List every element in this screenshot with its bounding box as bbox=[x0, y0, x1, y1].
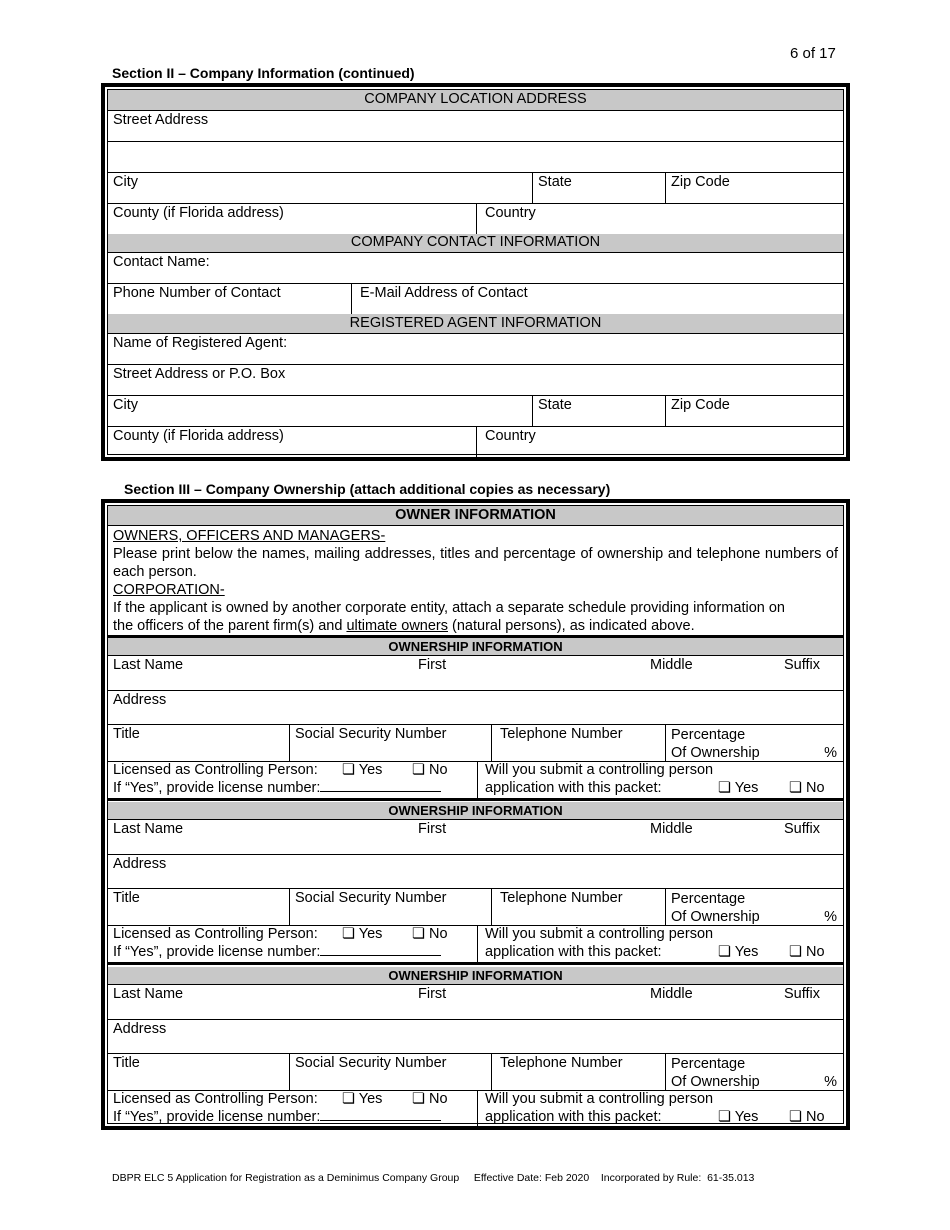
corp-text-ultimate-owners: ultimate owners bbox=[346, 618, 448, 634]
title-row bbox=[108, 1053, 843, 1091]
submit-yes-checkbox[interactable]: ❏ Yes bbox=[718, 780, 759, 796]
ssn-field[interactable] bbox=[289, 888, 491, 925]
corp-text-1: If the applicant is owned by another corporate entity, attach a separate schedule providing information on bbox=[113, 600, 785, 616]
if-yes-label: If “Yes”, provide license number: bbox=[113, 780, 321, 796]
state-label: State bbox=[538, 174, 572, 190]
agent-county-label: County (if Florida address) bbox=[113, 428, 284, 444]
will-submit-label: Will you submit a controlling person bbox=[485, 762, 714, 778]
company-info-table bbox=[101, 83, 850, 461]
ownership-header: OWNERSHIP INFORMATION bbox=[108, 967, 843, 985]
ownership-block bbox=[108, 802, 843, 964]
address-label: Address bbox=[113, 856, 167, 872]
county-label: County (if Florida address) bbox=[113, 205, 284, 221]
application-label: application with this packet: bbox=[485, 944, 662, 960]
title-label: Title bbox=[113, 1055, 140, 1071]
if-yes-label: If “Yes”, provide license number: bbox=[113, 1109, 321, 1125]
agent-city-state-zip-row bbox=[108, 395, 843, 427]
submit-no-checkbox[interactable]: ❏ No bbox=[789, 1109, 825, 1125]
licensed-yes-checkbox[interactable]: ❏ Yes bbox=[342, 1091, 383, 1107]
phone-field[interactable] bbox=[108, 283, 351, 314]
city-label: City bbox=[113, 174, 138, 190]
ownership-table bbox=[101, 499, 850, 1130]
licensed-label: Licensed as Controlling Person: bbox=[113, 1091, 318, 1107]
submit-no-checkbox[interactable]: ❏ No bbox=[789, 944, 825, 960]
footer: DBPR ELC 5 Application for Registration as a Deminimus Company Group Effective Date: Feb 2020 Incorporated by Rule: 61-35.013 bbox=[112, 1172, 755, 1184]
first-label: First bbox=[418, 821, 447, 837]
license-number-input[interactable] bbox=[320, 779, 441, 792]
title-field[interactable] bbox=[108, 724, 289, 761]
submit-no-checkbox[interactable]: ❏ No bbox=[789, 780, 825, 796]
section-2-title: Section II – Company Information (continued) bbox=[112, 65, 415, 81]
agent-street-label: Street Address or P.O. Box bbox=[113, 366, 286, 382]
license-number-input[interactable] bbox=[320, 943, 441, 956]
agent-country-label: Country bbox=[485, 428, 536, 444]
percent-sign: % bbox=[824, 1074, 837, 1090]
name-row[interactable] bbox=[108, 655, 843, 691]
county-country-row bbox=[108, 203, 843, 235]
address-field[interactable] bbox=[108, 854, 843, 889]
street-address-label: Street Address bbox=[113, 112, 209, 128]
city-field[interactable] bbox=[108, 172, 532, 203]
country-field[interactable] bbox=[476, 203, 843, 234]
percentage-field[interactable] bbox=[665, 724, 843, 761]
submit-cell bbox=[477, 925, 843, 962]
zip-label: Zip Code bbox=[671, 174, 730, 190]
licensed-no-checkbox[interactable]: ❏ No bbox=[412, 1091, 448, 1107]
title-field[interactable] bbox=[108, 1053, 289, 1090]
street-address-field[interactable] bbox=[108, 110, 843, 142]
title-row bbox=[108, 888, 843, 926]
percentage-field[interactable] bbox=[665, 888, 843, 925]
licensed-yes-checkbox[interactable]: ❏ Yes bbox=[342, 762, 383, 778]
licensed-yes-checkbox[interactable]: ❏ Yes bbox=[342, 926, 383, 942]
address-label: Address bbox=[113, 692, 167, 708]
licensed-cell bbox=[108, 761, 477, 798]
ssn-label: Social Security Number bbox=[295, 726, 447, 742]
ownership-header: OWNERSHIP INFORMATION bbox=[108, 802, 843, 820]
country-label: Country bbox=[485, 205, 536, 221]
agent-state-field[interactable] bbox=[532, 395, 665, 426]
middle-label: Middle bbox=[650, 657, 693, 673]
agent-city-label: City bbox=[113, 397, 138, 413]
name-row[interactable] bbox=[108, 984, 843, 1020]
corp-text-2a: the officers of the parent firm(s) and bbox=[113, 618, 347, 634]
submit-cell bbox=[477, 1090, 843, 1127]
first-label: First bbox=[418, 986, 447, 1002]
telephone-field[interactable] bbox=[491, 888, 665, 925]
submit-yes-checkbox[interactable]: ❏ Yes bbox=[718, 1109, 759, 1125]
section-3-title: Section III – Company Ownership (attach additional copies as necessary) bbox=[124, 481, 611, 497]
first-label: First bbox=[418, 657, 447, 673]
owners-heading: OWNERS, OFFICERS AND MANAGERS- bbox=[113, 528, 386, 544]
controlling-row bbox=[108, 1090, 843, 1127]
percentage-field[interactable] bbox=[665, 1053, 843, 1090]
corp-heading: CORPORATION- bbox=[113, 582, 225, 598]
phone-email-row bbox=[108, 283, 843, 315]
title-label: Title bbox=[113, 890, 140, 906]
email-label: E-Mail Address of Contact bbox=[360, 285, 528, 301]
agent-street-field[interactable] bbox=[108, 364, 843, 396]
percent-sign: % bbox=[824, 909, 837, 925]
name-row[interactable] bbox=[108, 819, 843, 855]
controlling-row bbox=[108, 925, 843, 965]
license-number-input[interactable] bbox=[320, 1108, 441, 1121]
licensed-no-checkbox[interactable]: ❏ No bbox=[412, 762, 448, 778]
title-field[interactable] bbox=[108, 888, 289, 925]
last-name-label: Last Name bbox=[113, 657, 184, 673]
contact-header: COMPANY CONTACT INFORMATION bbox=[108, 234, 843, 253]
agent-country-field[interactable] bbox=[476, 426, 843, 457]
telephone-label: Telephone Number bbox=[500, 1055, 623, 1071]
agent-name-field[interactable] bbox=[108, 333, 843, 365]
licensed-label: Licensed as Controlling Person: bbox=[113, 926, 318, 942]
last-name-label: Last Name bbox=[113, 821, 184, 837]
email-field[interactable] bbox=[351, 283, 843, 314]
ownership-block bbox=[108, 967, 843, 1127]
agent-header: REGISTERED AGENT INFORMATION bbox=[108, 314, 843, 334]
percentage-label: Percentage bbox=[671, 1056, 746, 1072]
title-label: Title bbox=[113, 726, 140, 742]
ssn-field[interactable] bbox=[289, 724, 491, 761]
corp-text-2 bbox=[113, 617, 838, 635]
percentage-label: Percentage bbox=[671, 727, 746, 743]
telephone-label: Telephone Number bbox=[500, 890, 623, 906]
page-number: 6 of 17 bbox=[790, 45, 836, 62]
corp-text-2c: (natural persons), as indicated above. bbox=[448, 618, 695, 634]
location-header: COMPANY LOCATION ADDRESS bbox=[108, 90, 843, 111]
address-label: Address bbox=[113, 1021, 167, 1037]
percentage-label: Percentage bbox=[671, 891, 746, 907]
title-row bbox=[108, 724, 843, 762]
owners-text: Please print below the names, mailing addresses, titles and percentage of ownership and telephone numbers of each person. bbox=[113, 546, 838, 580]
ssn-label: Social Security Number bbox=[295, 890, 447, 906]
ownership-header: OWNERSHIP INFORMATION bbox=[108, 638, 843, 656]
agent-zip-field[interactable] bbox=[665, 395, 843, 426]
contact-name-field[interactable] bbox=[108, 252, 843, 284]
agent-city-field[interactable] bbox=[108, 395, 532, 426]
agent-zip-label: Zip Code bbox=[671, 397, 730, 413]
telephone-label: Telephone Number bbox=[500, 726, 623, 742]
telephone-field[interactable] bbox=[491, 724, 665, 761]
suffix-label: Suffix bbox=[784, 657, 821, 673]
ownership-block bbox=[108, 638, 843, 800]
suffix-label: Suffix bbox=[784, 821, 821, 837]
submit-cell bbox=[477, 761, 843, 798]
will-submit-label: Will you submit a controlling person bbox=[485, 1091, 714, 1107]
address-field[interactable] bbox=[108, 1019, 843, 1054]
agent-county-country-row bbox=[108, 426, 843, 457]
middle-label: Middle bbox=[650, 986, 693, 1002]
ssn-field[interactable] bbox=[289, 1053, 491, 1090]
owner-info-text bbox=[108, 525, 843, 638]
controlling-row bbox=[108, 761, 843, 801]
phone-label: Phone Number of Contact bbox=[113, 285, 281, 301]
licensed-no-checkbox[interactable]: ❏ No bbox=[412, 926, 448, 942]
contact-name-label: Contact Name: bbox=[113, 254, 210, 270]
licensed-cell bbox=[108, 1090, 477, 1127]
ssn-label: Social Security Number bbox=[295, 1055, 447, 1071]
licensed-cell bbox=[108, 925, 477, 962]
owner-info-header: OWNER INFORMATION bbox=[108, 506, 843, 526]
if-yes-label: If “Yes”, provide license number: bbox=[113, 944, 321, 960]
application-label: application with this packet: bbox=[485, 1109, 662, 1125]
last-name-label: Last Name bbox=[113, 986, 184, 1002]
middle-label: Middle bbox=[650, 821, 693, 837]
street-address-line2-field[interactable] bbox=[108, 141, 843, 173]
telephone-field[interactable] bbox=[491, 1053, 665, 1090]
state-field[interactable] bbox=[532, 172, 665, 203]
zip-field[interactable] bbox=[665, 172, 843, 203]
address-field[interactable] bbox=[108, 690, 843, 725]
percent-sign: % bbox=[824, 745, 837, 761]
of-ownership-label: Of Ownership bbox=[671, 1074, 760, 1090]
of-ownership-label: Of Ownership bbox=[671, 745, 760, 761]
agent-state-label: State bbox=[538, 397, 572, 413]
licensed-label: Licensed as Controlling Person: bbox=[113, 762, 318, 778]
agent-county-field[interactable] bbox=[108, 426, 476, 457]
submit-yes-checkbox[interactable]: ❏ Yes bbox=[718, 944, 759, 960]
of-ownership-label: Of Ownership bbox=[671, 909, 760, 925]
suffix-label: Suffix bbox=[784, 986, 821, 1002]
application-label: application with this packet: bbox=[485, 780, 662, 796]
county-field[interactable] bbox=[108, 203, 476, 234]
city-state-zip-row bbox=[108, 172, 843, 204]
agent-name-label: Name of Registered Agent: bbox=[113, 335, 288, 351]
will-submit-label: Will you submit a controlling person bbox=[485, 926, 714, 942]
